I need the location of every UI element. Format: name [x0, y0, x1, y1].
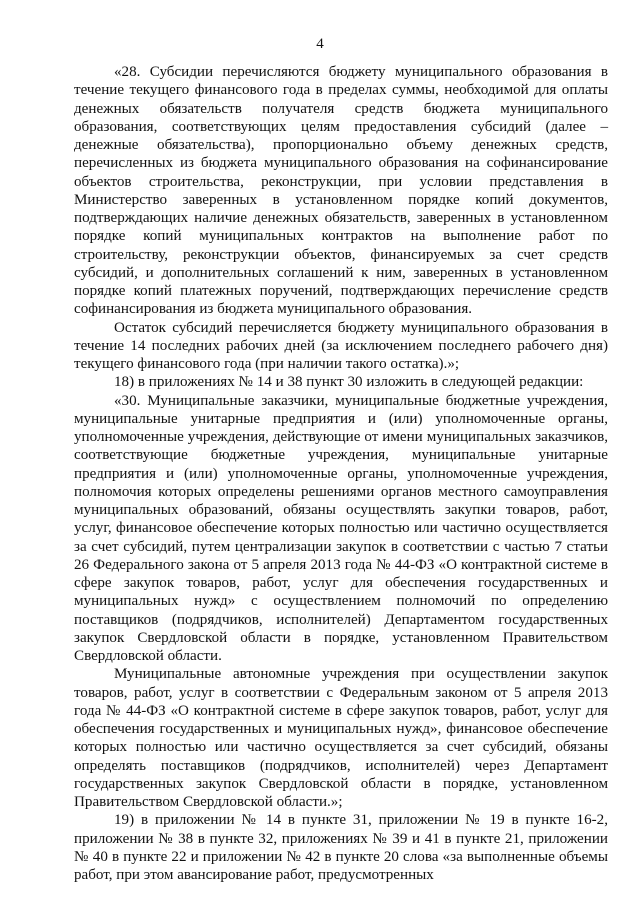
- document-body: [74, 63, 608, 884]
- page-number: 4: [316, 36, 324, 52]
- paragraph-28-subsidy-transfer: «28. Субсидии перечисляются бюджету муниципального образования в течение текущего финансового года в пределах суммы, необходимой для оплаты денежных обязательств получателя средств бюджета муниципального образования, соответствующих целям предоставления субсидий (далее – денежные обязательства), пропорционально объему денежных средств, перечисленных из бюджета муниципального образования на софинансирование объектов строительства, реконструкции, при условии представления в Министерство заверенных в установленном порядке копий документов, подтверждающих наличие денежных обязательств, заверенных в установленном порядке копий муниципальных контрактов на выполнение работ по строительству, реконструкции объектов, финансируемых за счет средств субсидий, и дополнительных соглашений к ним, заверенных в установленном порядке копий платежных поручений, подтверждающих перечисление средств софинансирования из бюджета муниципального образования.: [74, 64, 608, 318]
- paragraph-item-19: 19) в приложении № 14 в пункте 31, приложении № 19 в пункте 16-2, приложении № 38 в пункте 32, приложениях № 39 и 41 в пункте 21, приложении № 40 в пункте 22 и приложении № 42 в пункте 20 слова «за выполненные объемы работ, при этом авансирование работ, предусмотренных: [74, 812, 608, 883]
- paragraph-subsidy-balance: Остаток субсидий перечисляется бюджету муниципального образования в течение 14 последних рабочих дней (за исключением последнего рабочего дня) текущего финансового года (при наличии такого остатка).»;: [74, 319, 608, 372]
- paragraph-autonomous-institutions: Муниципальные автономные учреждения при осуществлении закупок товаров, работ, услуг в соответствии с Федеральным законом от 5 апреля 2013 года № 44-ФЗ «О контрактной системе в сфере закупок товаров, работ, услуг для обеспечения государственных и муниципальных нужд», финансовое обеспечение которых полностью или частично осуществляется за счет субсидий, обязаны определять поставщиков (подрядчиков, исполнителей) через Департамент государственных закупок Свердловской области в порядке, установленном Правительством Свердловской области.»;: [74, 666, 608, 810]
- paragraph-30-procurement: «30. Муниципальные заказчики, муниципальные бюджетные учреждения, муниципальные унитарные предприятия и (или) уполномоченные органы, уполномоченные учреждения, действующие от имени муниципальных заказчиков, соответствующие бюджетные учреждения, муниципальные унитарные предприятия и (или) уполномоченные органы, уполномоченные учреждения, полномочия которых определены решениями органов местного самоуправления муниципальных образований, обязаны осуществлять закупки товаров, работ, услуг, финансовое обеспечение которых полностью или частично осуществляется за счет субсидий, путем централизации закупок в соответствии с частью 7 статьи 26 Федерального закона от 5 апреля 2013 года № 44-ФЗ «О контрактной системе в сфере закупок товаров, работ, услуг для обеспечения государственных и муниципальных нужд» с осуществлением полномочий по определению поставщиков (подрядчиков, исполнителей) Департаментом государственных закупок Свердловской области в порядке, установленном Правительством Свердловской области.: [74, 392, 608, 664]
- paragraph-item-18: 18) в приложениях № 14 и 38 пункт 30 изложить в следующей редакции:: [114, 374, 584, 391]
